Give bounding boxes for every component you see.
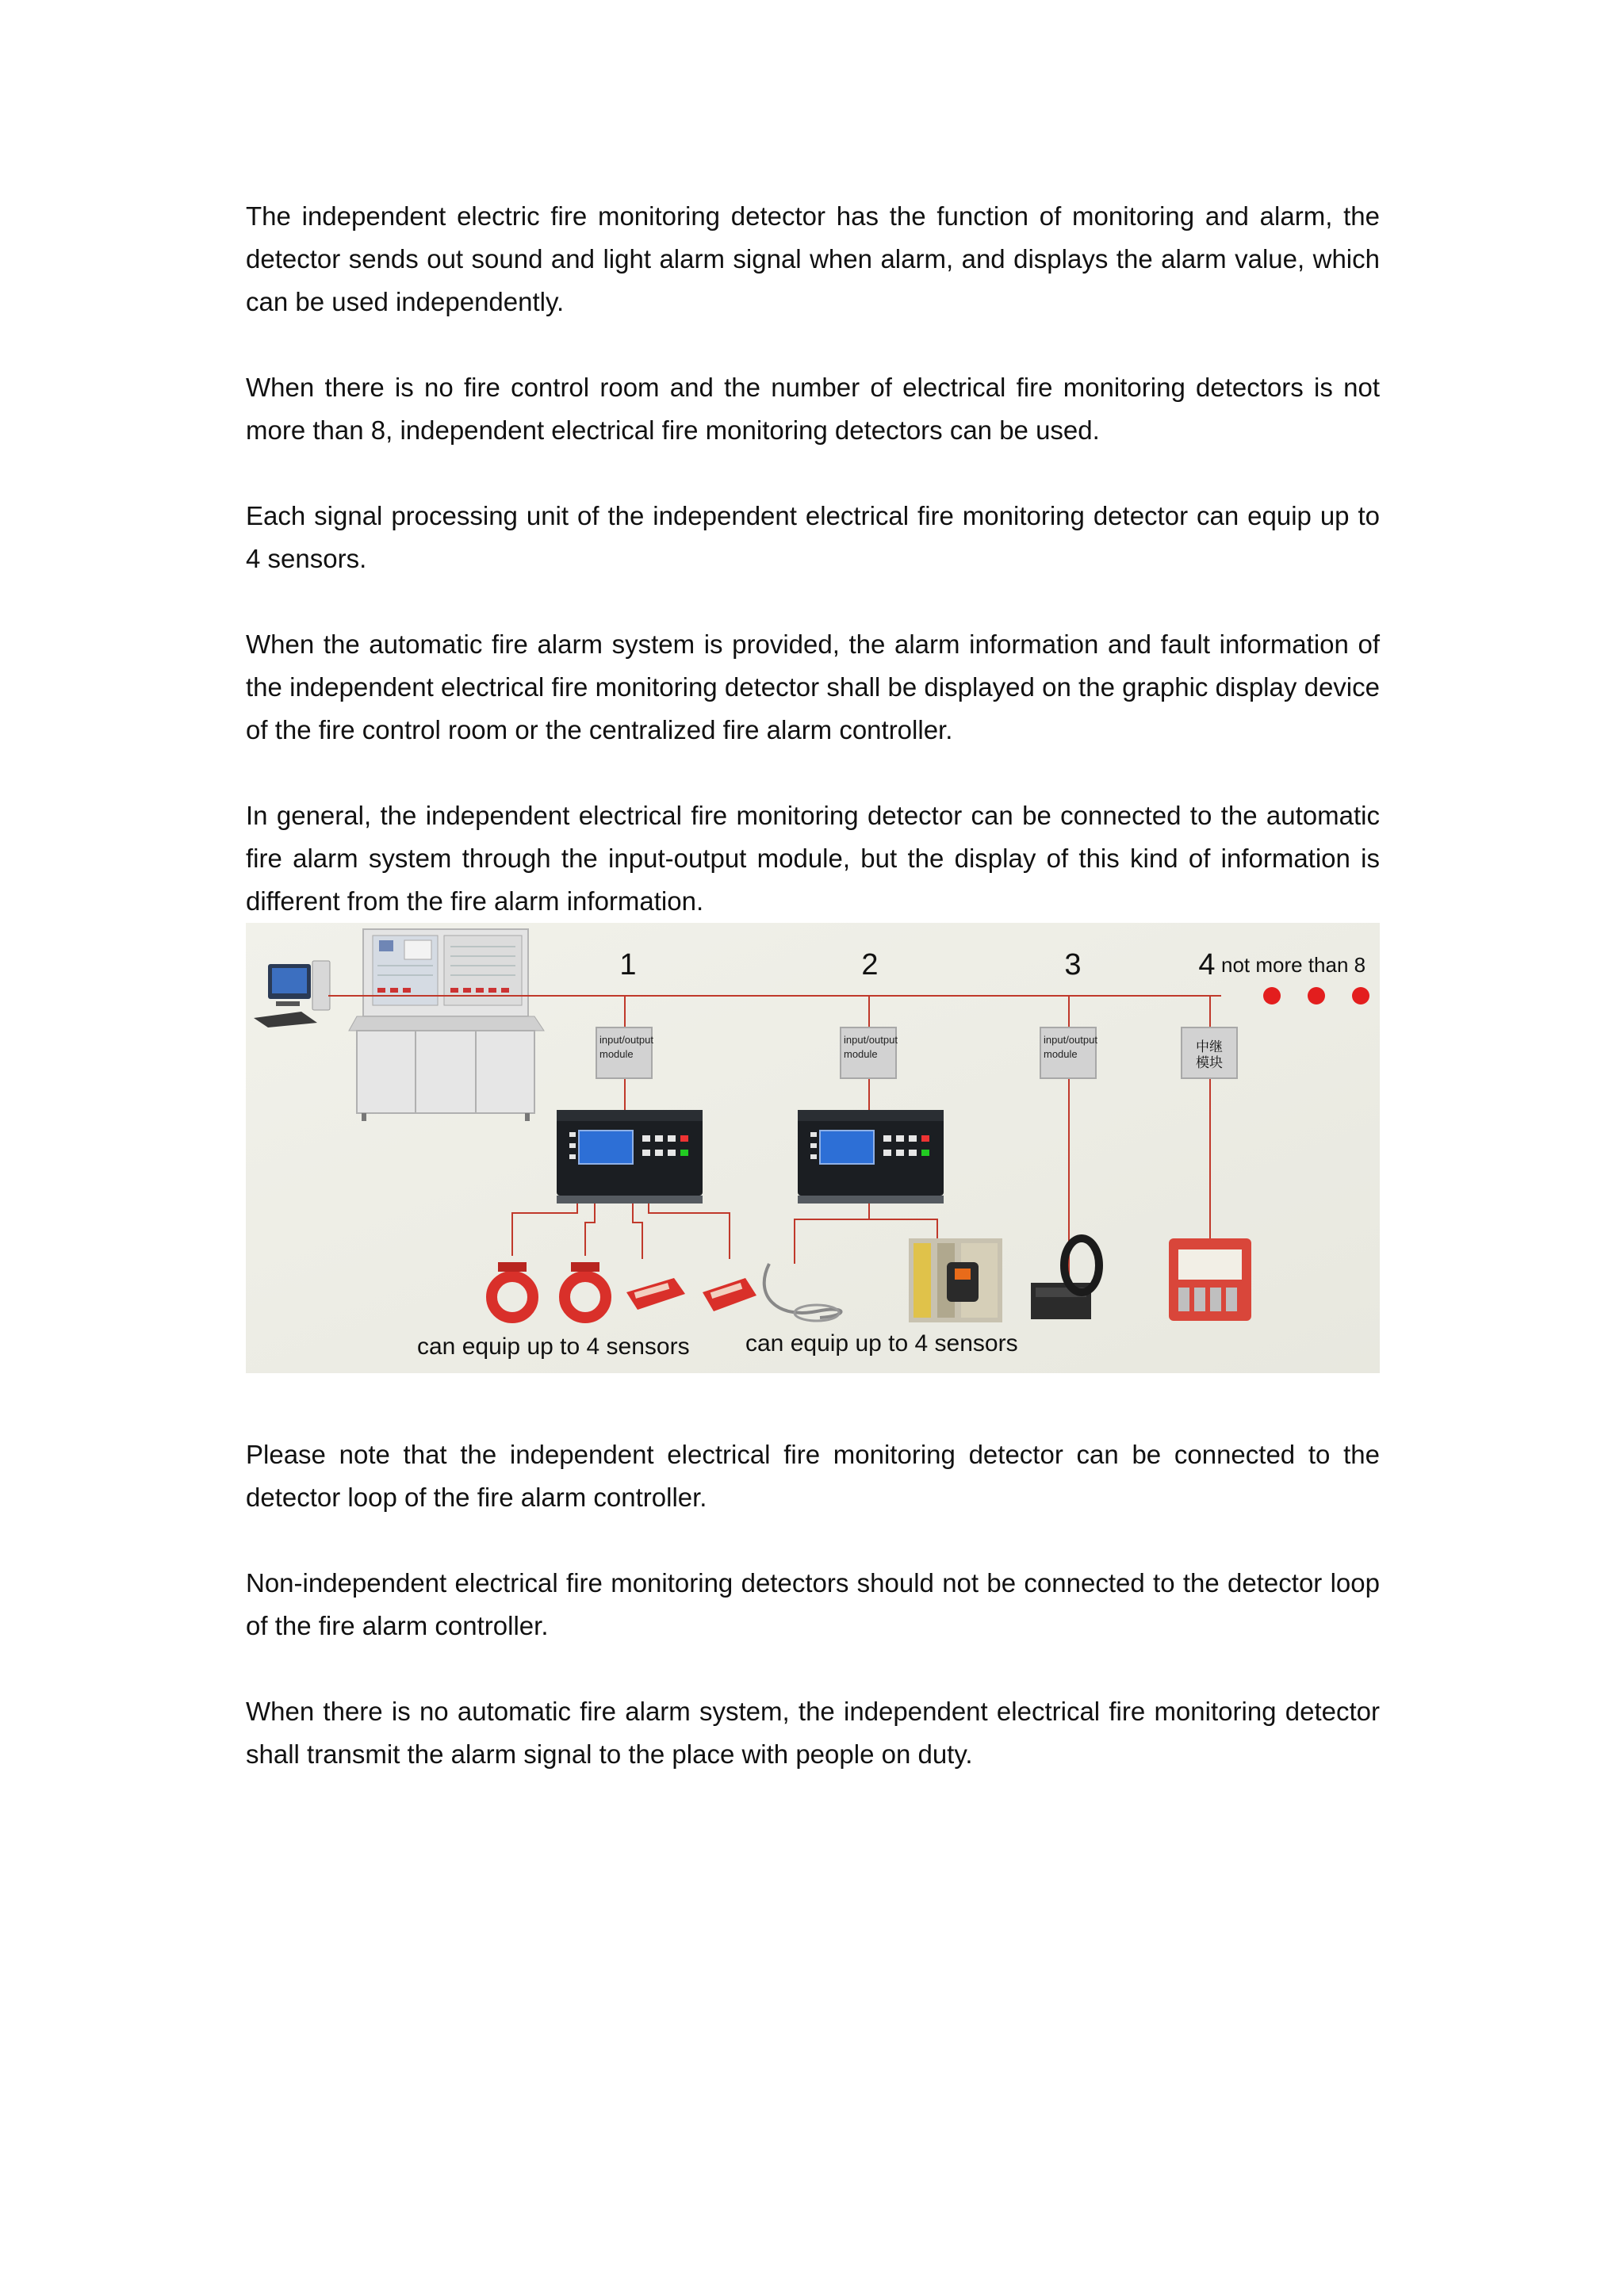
svg-text:input/output: input/output <box>844 1034 898 1046</box>
svg-text:module: module <box>844 1048 878 1060</box>
paragraph: The independent electric fire monitoring detector has the function of monitoring and alarm, the detector sends out sound and light alarm signal when alarm, and displays the alarm value, which can be used independently. <box>246 201 1380 316</box>
node-number: 3 <box>1064 948 1082 982</box>
continuation-dot <box>1263 987 1281 1004</box>
svg-text:input/output: input/output <box>599 1034 653 1046</box>
system-diagram-figure <box>246 923 1380 1373</box>
document-body <box>246 195 1380 1776</box>
electrical-fire-detector <box>557 1110 703 1203</box>
svg-text:input/output: input/output <box>1044 1034 1097 1046</box>
fire-alarm-controller-cabinet <box>349 929 544 1121</box>
node-number: 2 <box>861 948 879 982</box>
paragraph: Non-independent electrical fire monitoring detectors should not be connected to the detector loop of the fire alarm controller. <box>246 1568 1380 1640</box>
sensors-caption: can equip up to 4 sensors <box>417 1334 690 1360</box>
svg-text:中继: 中继 <box>1196 1039 1223 1054</box>
paragraph: When there is no fire control room and the number of electrical fire monitoring detectors is not more than 8, independent electrical fire monitoring detectors can be used. <box>246 373 1380 445</box>
paragraph: When the automatic fire alarm system is provided, the alarm information and fault information of the independent electrical fire monitoring detector shall be displayed on the graphic display device of the fire control room or the centralized fire alarm controller. <box>246 629 1380 744</box>
svg-text:module: module <box>1044 1048 1078 1060</box>
thermal-camera-photo <box>909 1238 1002 1322</box>
limit-label: not more than 8 <box>1221 953 1366 977</box>
relay-module <box>1182 1027 1237 1078</box>
input-output-module <box>841 1027 898 1078</box>
node-number: 1 <box>619 948 637 982</box>
continuation-dot <box>1308 987 1325 1004</box>
paragraph: Each signal processing unit of the independent electrical fire monitoring detector can equip up to 4 sensors. <box>246 501 1380 573</box>
svg-text:模块: 模块 <box>1196 1055 1223 1070</box>
paragraph: When there is no automatic fire alarm system, the independent electrical fire monitoring detector shall transmit the alarm signal to the place with people on duty. <box>246 1697 1380 1769</box>
node-number: 4 <box>1198 948 1216 982</box>
paragraph: Please note that the independent electrical fire monitoring detector can be connected to the detector loop of the fire alarm controller. <box>246 1440 1380 1512</box>
input-output-module <box>596 1027 653 1078</box>
paragraph: In general, the independent electrical fire monitoring detector can be connected to the automatic fire alarm system through the input-output module, but the display of this kind of information is different from the fire alarm information. <box>246 801 1380 916</box>
continuation-dot <box>1352 987 1369 1004</box>
electrical-fire-detector <box>798 1110 944 1203</box>
relay-device <box>1169 1238 1251 1321</box>
input-output-module <box>1040 1027 1097 1078</box>
system-diagram <box>246 923 1380 1373</box>
svg-text:module: module <box>599 1048 634 1060</box>
sensors-caption: can equip up to 4 sensors <box>745 1330 1018 1357</box>
